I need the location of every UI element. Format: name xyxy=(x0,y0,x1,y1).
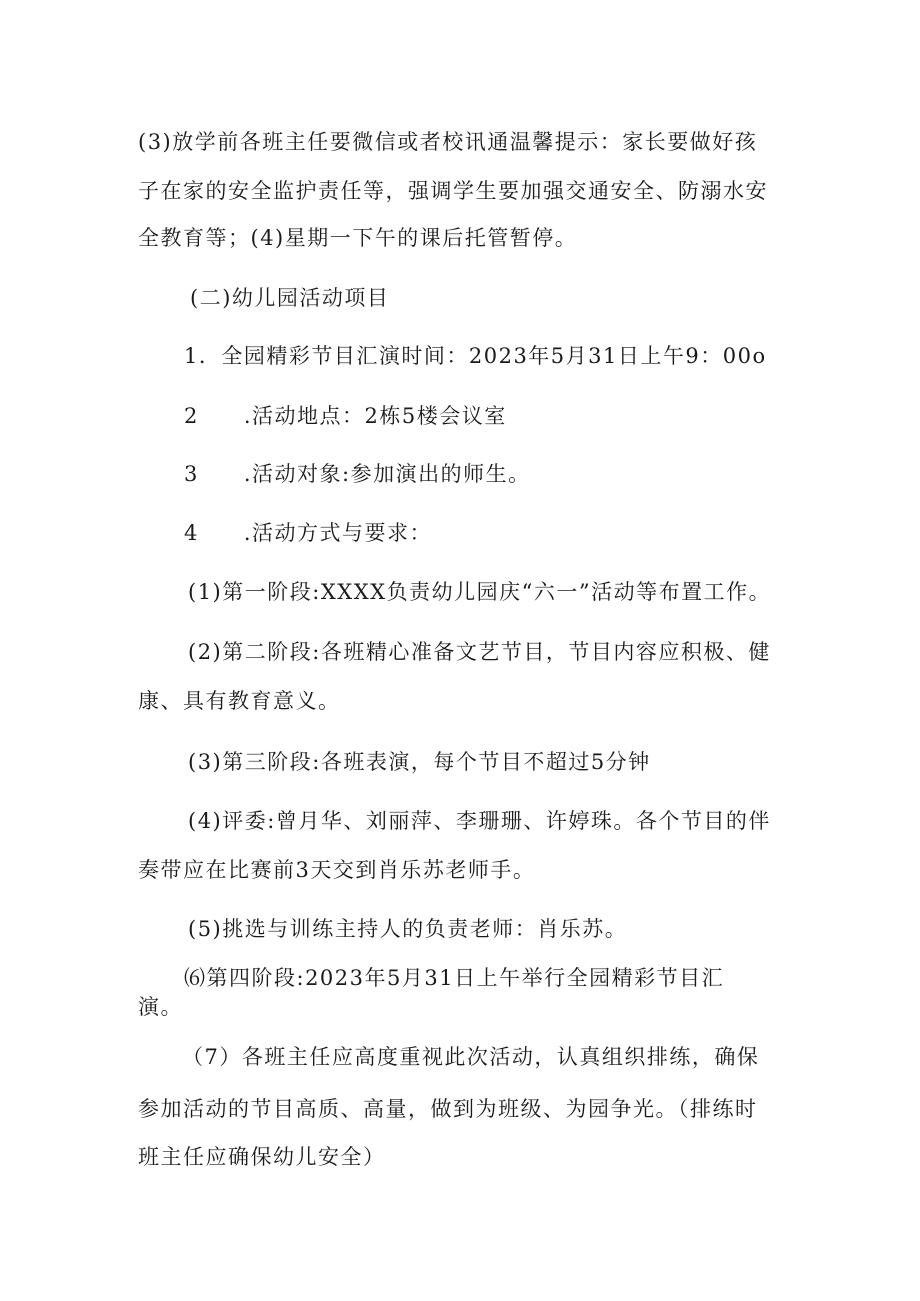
paragraph-line: 班主任应确保幼儿安全） xyxy=(138,1145,386,1169)
list-item: 2 .活动地点：2栋5楼会议室 xyxy=(184,404,507,428)
list-item: 4 .活动方式与要求： xyxy=(184,521,433,545)
paragraph-line: （7）各班主任应高度重视此次活动，认真组织排练，确保 xyxy=(182,1045,760,1069)
paragraph-line: 全教育等；(4)星期一下午的课后托管暂停。 xyxy=(138,226,578,250)
paragraph-line: ⑹第四阶段:2023年5月31日上午举行全园精彩节目汇 xyxy=(184,966,725,990)
paragraph-line: (1)第一阶段:XXXX负责幼儿园庆“六一”活动等布置工作。 xyxy=(188,580,772,604)
paragraph-line: 奏带应在比赛前3天交到肖乐苏老师手。 xyxy=(138,858,536,882)
paragraph-line: (4)评委:曾月华、刘丽萍、李珊珊、许婷珠。各个节目的伴 xyxy=(188,809,771,833)
paragraph-line: 参加活动的节目高质、高量，做到为班级、为园争光。（排练时 xyxy=(138,1097,758,1121)
paragraph-line: 子在家的安全监护责任等，强调学生要加强交通安全、防溺水安 xyxy=(138,179,768,203)
paragraph-line: 康、具有教育意义。 xyxy=(138,689,341,713)
section-heading: (二)幼儿园活动项目 xyxy=(190,286,390,310)
paragraph-line: (2)第二阶段:各班精心准备文艺节目，节目内容应积极、健 xyxy=(188,640,771,664)
paragraph-line: 演。 xyxy=(138,995,183,1019)
paragraph-line: (3)放学前各班主任要微信或者校讯通温馨提示：家长要做好孩 xyxy=(138,130,758,154)
list-item: 1．全园精彩节目汇演时间：2023年5月31日上午9：00o xyxy=(184,344,767,368)
paragraph-line: (3)第三阶段:各班表演，每个节目不超过5分钟 xyxy=(188,750,651,774)
list-item: 3 .活动对象:参加演出的师生。 xyxy=(184,462,531,486)
paragraph-line: (5)挑选与训练主持人的负责老师：肖乐苏。 xyxy=(188,917,628,941)
